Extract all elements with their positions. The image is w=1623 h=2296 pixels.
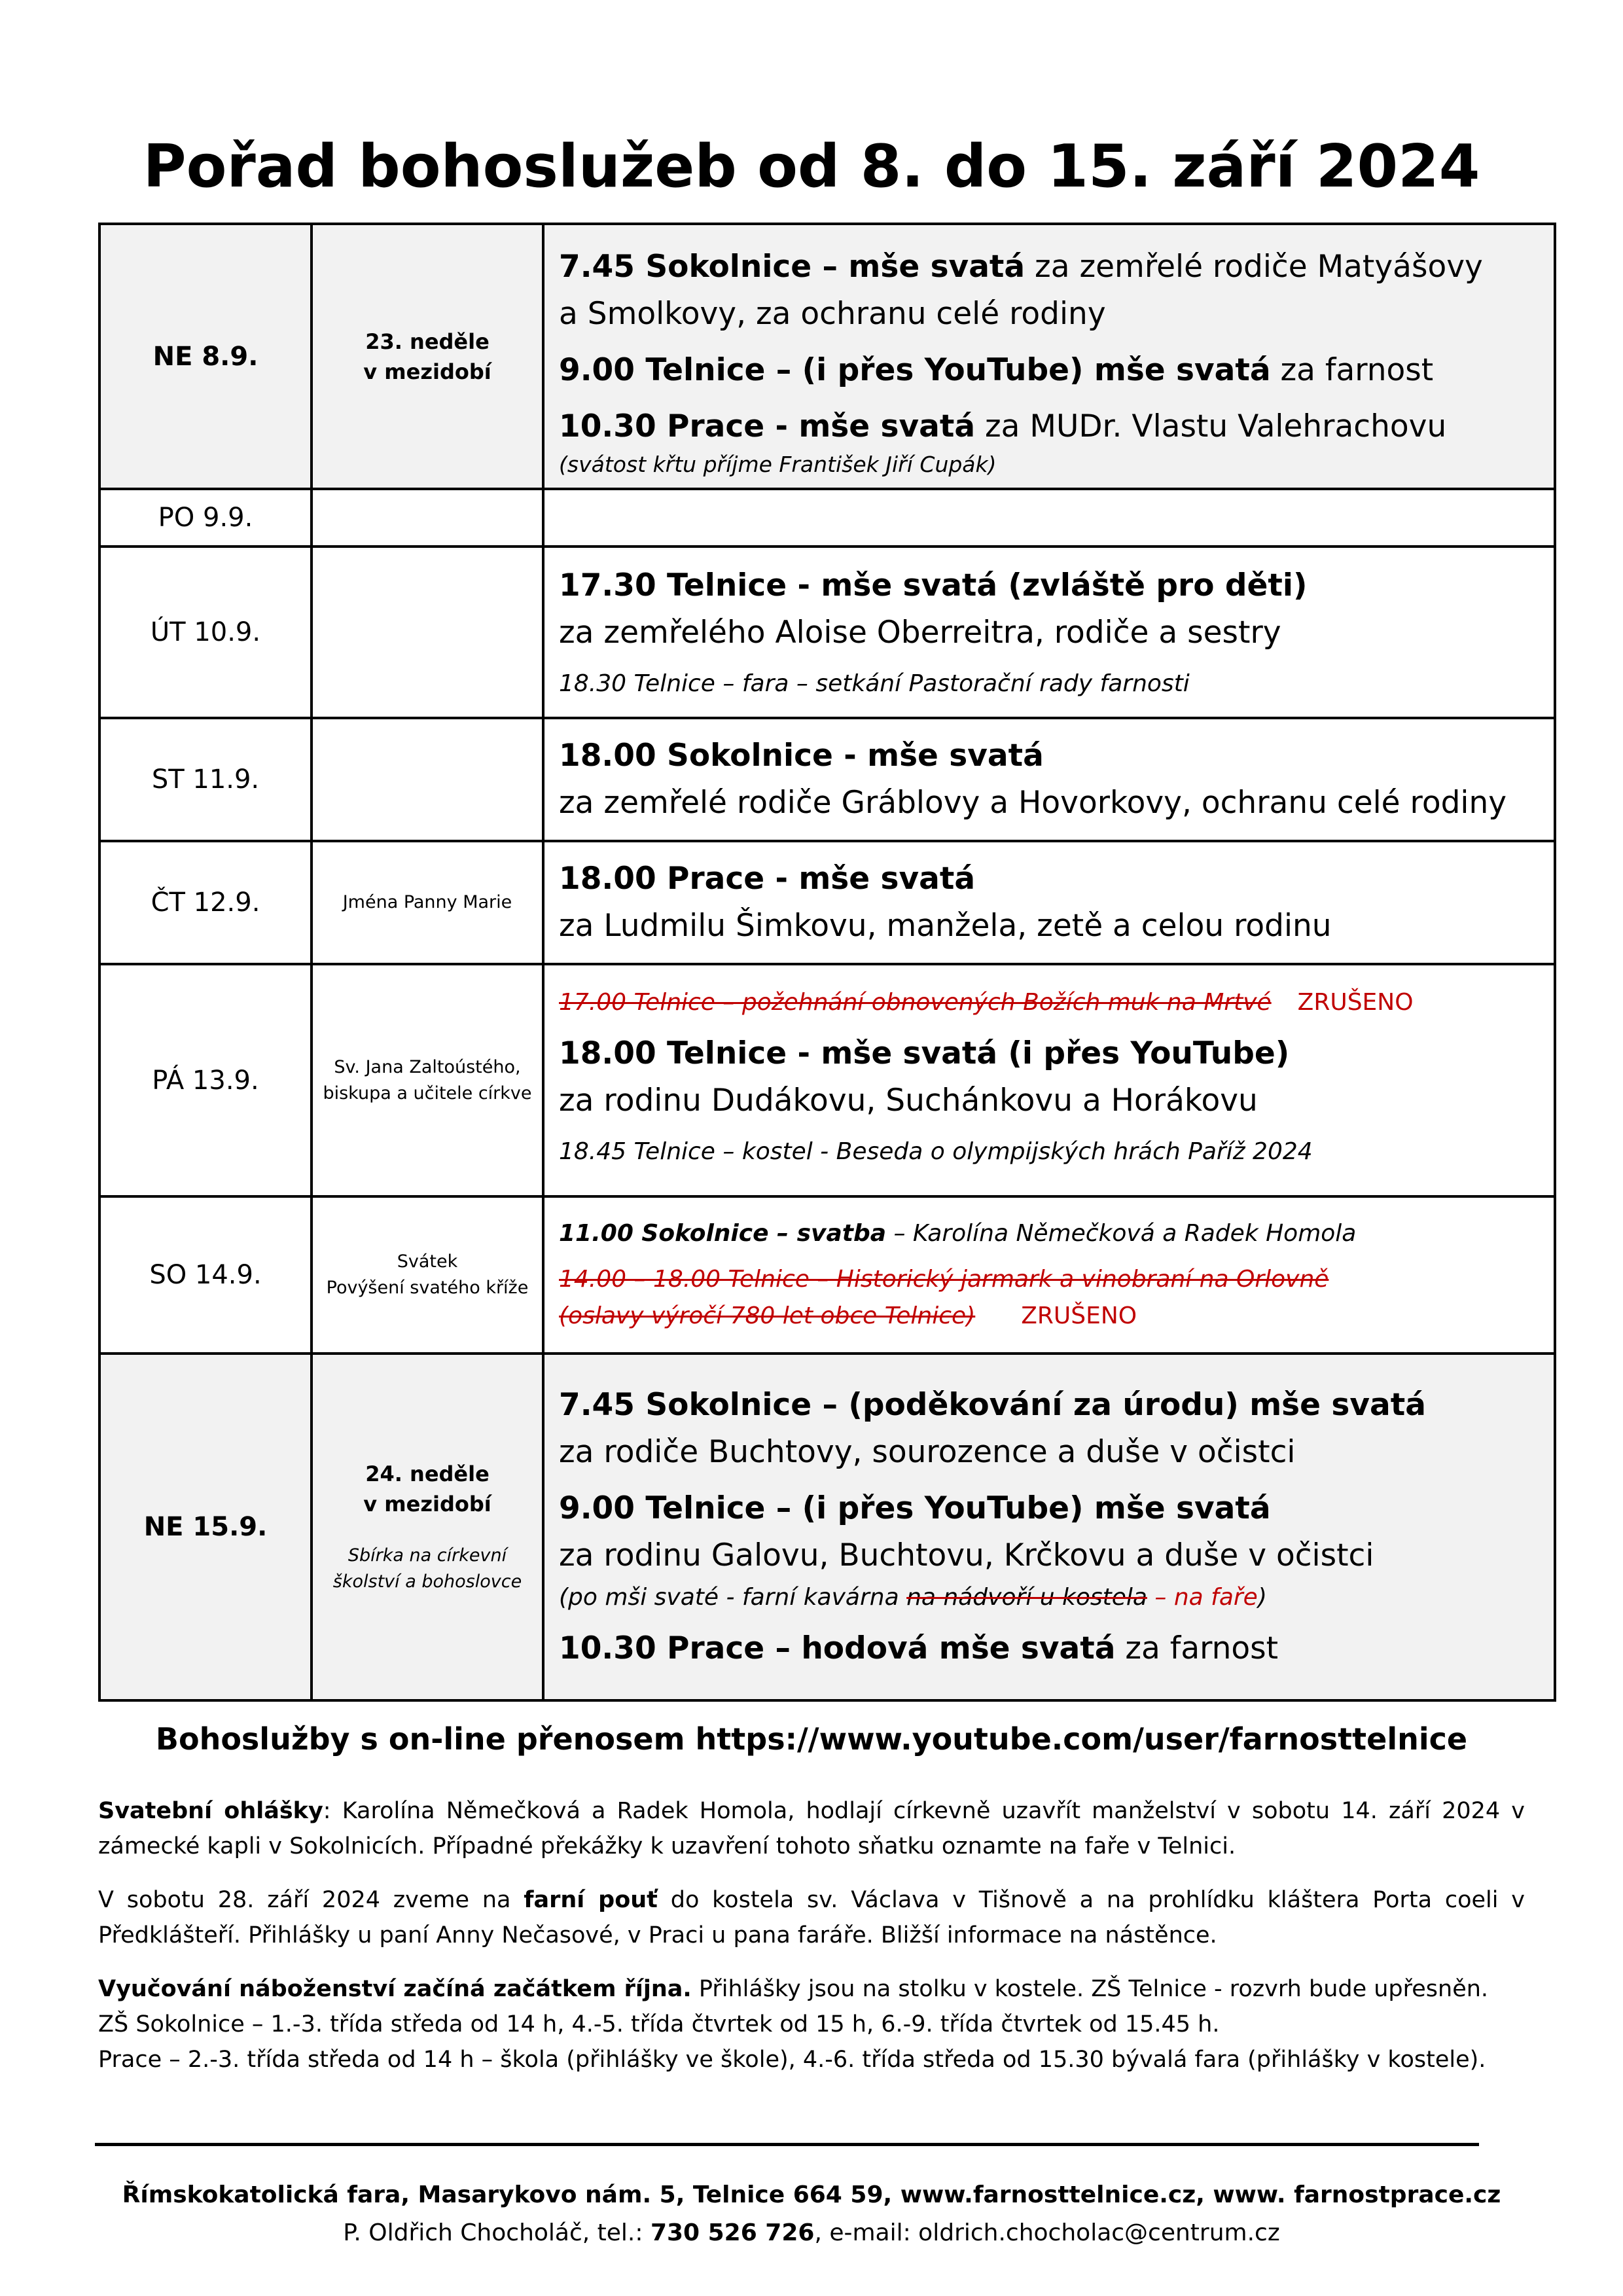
cancelled-badge: ZRUŠENO xyxy=(1297,988,1414,1016)
schedule-table xyxy=(98,223,1556,1702)
service-title: 18.00 Sokolnice - mše svatá xyxy=(559,738,1044,774)
feast-cell xyxy=(312,718,543,841)
schedule-row-ne-15-9 xyxy=(99,1354,1555,1700)
service-title: 7.45 Sokolnice – mše svatá xyxy=(559,248,1026,285)
feast-line: Svátek xyxy=(397,1251,458,1272)
schedule-row-st-11-9 xyxy=(99,718,1555,841)
feast-line: 24. neděle xyxy=(365,1462,490,1486)
collection-note xyxy=(313,1543,542,1595)
cancelled-event xyxy=(559,984,1542,1021)
schedule-row-pa-13-9 xyxy=(99,964,1555,1196)
schedule-row-ne-8-9 xyxy=(99,224,1555,489)
service-note: (svátost křtu příjme František Jiří Cupák) xyxy=(559,451,997,477)
classes-prace: Prace – 2.-3. třída středa od 14 h – škola (přihlášky ve škole), 4.-6. třída středa od 15.30 bývalá fara (přihlášky v kostele). xyxy=(98,2047,1486,2073)
banns-text: : Karolína Němečková a Radek Homola, hodlají církevně uzavřít manželství v sobotu 14. září 2024 v zámecké kapli v Sokolnicích. Případné překážky k uzavření tohoto sňatku oznamte na faře v Telnici. xyxy=(98,1798,1525,1859)
email: , e-mail: oldrich.chocholac@centrum.cz xyxy=(814,2219,1280,2246)
feast-line: biskupa a učitele církve xyxy=(323,1083,532,1103)
service-intention: za Ludmilu Šimkovu, manžela, zetě a celou rodinu xyxy=(559,908,1332,944)
priest-name: P. Oldřich Chocholáč, tel.: xyxy=(343,2219,651,2246)
day-cell: SO 14.9. xyxy=(99,1196,312,1354)
service-title: 17.30 Telnice - mše svatá (zvláště pro děti) xyxy=(559,567,1308,603)
cancelled-event xyxy=(559,1261,1542,1335)
collection-line: Sbírka na církevní xyxy=(348,1545,507,1566)
services-cell xyxy=(543,224,1555,489)
service-note xyxy=(559,1579,1542,1616)
service-entry xyxy=(559,1134,1542,1170)
service-intention: za rodiče Buchtovy, sourozence a duše v očistci xyxy=(559,1434,1296,1470)
wedding-entry xyxy=(559,1215,1542,1252)
wedding-banns xyxy=(98,1793,1525,1864)
service-entry xyxy=(559,1382,1542,1476)
service-entry xyxy=(559,1625,1542,1672)
feast-cell xyxy=(312,489,543,547)
pilgrimage-note xyxy=(98,1882,1525,1953)
feast-cell xyxy=(312,964,543,1196)
feast-line: v mezidobí xyxy=(363,359,491,384)
day-cell: PÁ 13.9. xyxy=(99,964,312,1196)
feast-cell xyxy=(312,841,543,964)
service-intention: za rodinu Galovu, Buchtovu, Krčkovu a duše v očistci xyxy=(559,1537,1374,1573)
religion-classes xyxy=(98,1971,1525,2077)
schedule-row-ct-12-9 xyxy=(99,841,1555,964)
phone-number: 730 526 726 xyxy=(650,2219,815,2246)
feast-line: 23. neděle xyxy=(365,329,490,354)
service-intention: za rodinu Dudákovu, Suchánkovu a Horákovu xyxy=(559,1082,1258,1119)
feast-line: Sv. Jana Zaltoústého, xyxy=(334,1056,521,1077)
services-cell xyxy=(543,1196,1555,1354)
kavarna-text: (po mši svaté - farní kavárna xyxy=(559,1584,907,1611)
wedding-couple: – Karolína Němečková a Radek Homola xyxy=(886,1220,1357,1247)
contact-line xyxy=(0,2214,1623,2252)
livestream-note: Bohoslužby s on-line přenosem https://www.youtube.com/user/farnosttelnice xyxy=(155,1721,1468,1757)
day-cell: PO 9.9. xyxy=(99,489,312,547)
services-cell xyxy=(543,547,1555,718)
services-cell xyxy=(543,964,1555,1196)
services-cell xyxy=(543,489,1555,547)
service-title: 18.00 Telnice - mše svatá (i přes YouTube) xyxy=(559,1035,1290,1071)
service-intention: za zemřelé rodiče Matyášovy xyxy=(1025,248,1483,285)
cancelled-text: 14.00 – 18.00 Telnice – Historický jarmark a vinobraní na Orlovně xyxy=(559,1266,1329,1293)
day-cell: ÚT 10.9. xyxy=(99,547,312,718)
cancelled-badge: ZRUŠENO xyxy=(1021,1302,1137,1329)
banns-label: Svatební ohlášky xyxy=(98,1798,323,1824)
page-title: Pořad bohoslužeb od 8. do 15. září 2024 xyxy=(143,132,1480,201)
service-intention: a Smolkovy, za ochranu celé rodiny xyxy=(559,295,1106,332)
services-cell xyxy=(543,718,1555,841)
cancelled-text: 17.00 Telnice – požehnání obnovených Božích muk na Mrtvé xyxy=(559,988,1272,1016)
schedule-row-po-9-9 xyxy=(99,489,1555,547)
parish-address: Římskokatolická fara, Masarykovo nám. 5, Telnice 664 59, www.farnosttelnice.cz, www. farnostprace.cz xyxy=(122,2181,1501,2208)
service-entry xyxy=(559,666,1542,702)
service-entry xyxy=(559,243,1542,338)
service-intention: za zemřelé rodiče Gráblovy a Hovorkovy, ochranu celé rodiny xyxy=(559,785,1507,821)
service-title: 9.00 Telnice – (i přes YouTube) mše svatá xyxy=(559,351,1271,388)
service-intention: za zemřelého Aloise Oberreitra, rodiče a sestry xyxy=(559,615,1281,651)
day-cell: ST 11.9. xyxy=(99,718,312,841)
feast-cell xyxy=(312,224,543,489)
footer-divider xyxy=(95,2143,1479,2146)
service-intention: za farnost xyxy=(1270,351,1434,388)
pilgrimage-label: farní pouť xyxy=(524,1887,658,1913)
service-note: 18.30 Telnice – fara – setkání Pastorační rady farnosti xyxy=(559,670,1190,697)
classes-label: Vyučování náboženství začíná začátkem října. xyxy=(98,1976,692,2002)
feast-line: Povýšení svatého kříže xyxy=(326,1278,529,1298)
service-entry xyxy=(559,403,1542,479)
pilgrimage-text: do kostela sv. Václava v Tišnově a na prohlídku kláštera Porta coeli v Předklášteří. Přihlášky u paní Anny Nečasové, v Praci u pana faráře. Bližší informace na nástěnce. xyxy=(98,1887,1525,1948)
service-entry xyxy=(559,1030,1542,1124)
day-cell: ČT 12.9. xyxy=(99,841,312,964)
service-title: 10.30 Prace – hodová mše svatá xyxy=(559,1630,1116,1666)
feast-line: Jména Panny Marie xyxy=(342,892,512,912)
feast-cell xyxy=(312,1354,543,1700)
feast-cell xyxy=(312,547,543,718)
service-note: 18.45 Telnice – kostel - Beseda o olympijských hrách Paříž 2024 xyxy=(559,1138,1313,1165)
service-entry xyxy=(559,347,1542,394)
day-cell: NE 8.9. xyxy=(99,224,312,489)
wedding-title: 11.00 Sokolnice – svatba xyxy=(559,1220,887,1247)
announcements xyxy=(98,1793,1525,2096)
kavarna-struck: na nádvoří u kostela xyxy=(906,1584,1147,1611)
classes-sokolnice: ZŠ Sokolnice – 1.-3. třída středa od 14 h, 4.-5. třída čtvrtek od 15 h, 6.-9. třída čtvrtek od 15.45 h. xyxy=(98,2011,1220,2037)
service-title: 10.30 Prace - mše svatá xyxy=(559,408,976,444)
services-cell xyxy=(543,1354,1555,1700)
collection-line: školství a bohoslovce xyxy=(332,1571,522,1592)
pilgrimage-text: V sobotu 28. září 2024 zveme na xyxy=(98,1887,524,1913)
kavarna-new-place: – na faře xyxy=(1147,1584,1258,1611)
service-entry xyxy=(559,1485,1542,1616)
cancelled-text: (oslavy výročí 780 let obce Telnice) xyxy=(559,1302,976,1329)
service-title: 9.00 Telnice – (i přes YouTube) mše svatá xyxy=(559,1490,1271,1526)
schedule-row-so-14-9 xyxy=(99,1196,1555,1354)
service-entry xyxy=(559,562,1542,656)
service-intention: za MUDr. Vlastu Valehrachovu xyxy=(975,408,1447,444)
service-title: 7.45 Sokolnice – (poděkování za úrodu) mše svatá xyxy=(559,1387,1426,1423)
schedule-row-ut-10-9 xyxy=(99,547,1555,718)
service-intention: za farnost xyxy=(1115,1630,1279,1666)
day-cell: NE 15.9. xyxy=(99,1354,312,1700)
services-cell xyxy=(543,841,1555,964)
feast-line: v mezidobí xyxy=(363,1492,491,1516)
kavarna-end: ) xyxy=(1257,1584,1267,1611)
footer xyxy=(0,2176,1623,2252)
service-entry xyxy=(559,732,1542,827)
classes-text: Přihlášky jsou na stolku v kostele. ZŠ Telnice - rozvrh bude upřesněn. xyxy=(691,1976,1489,2002)
service-title: 18.00 Prace - mše svatá xyxy=(559,861,976,897)
service-entry xyxy=(559,855,1542,950)
feast-cell xyxy=(312,1196,543,1354)
